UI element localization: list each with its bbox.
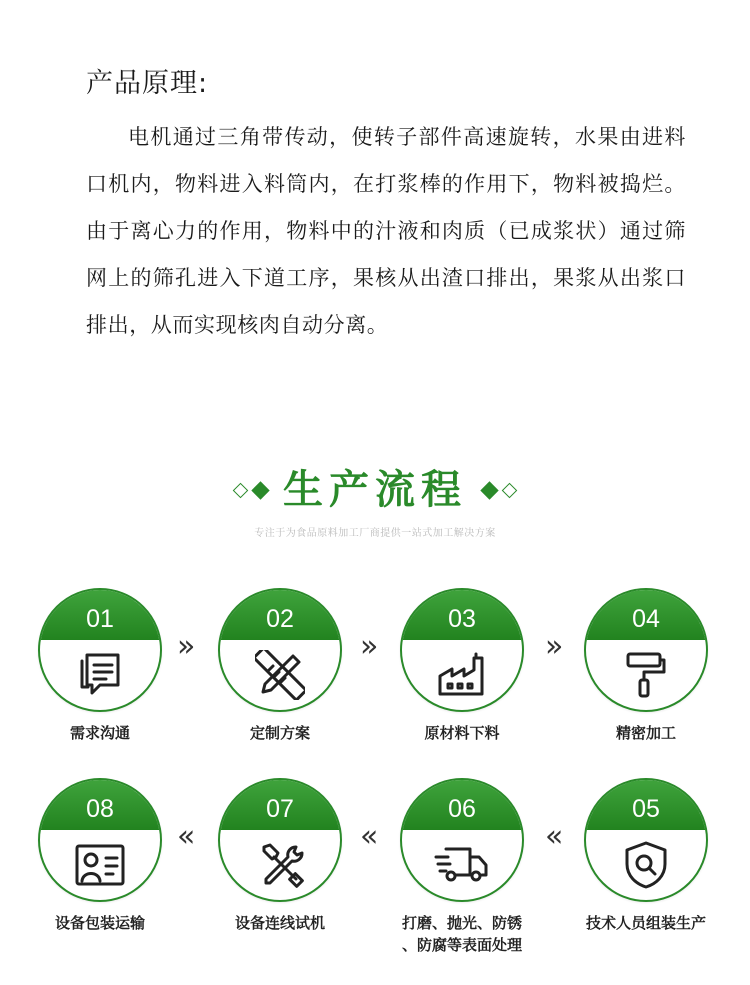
- step-label: 设备连线试机: [234, 914, 325, 932]
- step-08: [38, 778, 162, 934]
- flow-title: 生产流程: [283, 467, 467, 513]
- step-label: 需求沟通: [69, 724, 130, 742]
- step-label: 技术人员组装生产: [585, 914, 706, 932]
- step-02: [218, 588, 342, 744]
- factory-icon: [402, 644, 522, 706]
- principle-body: 电机通过三角带传动，使转子部件高速旋转，水果由进料口机内，物料进入料筒内，在打浆棒的作用下，物料被捣烂。由于离心力的作用，物料中的汁液和肉质（已成浆状）通过筛网上的筛孔进入下道工序，果核从出渣口排出，果浆从出浆口排出，从而实现核肉自动分离。: [86, 125, 686, 337]
- step-06: [400, 778, 524, 956]
- step-circle: [38, 778, 162, 902]
- step-label-line2: 、防腐等表面处理: [401, 936, 522, 954]
- step-label-line1: 打磨、抛光、防锈: [401, 914, 522, 932]
- arrow-right-icon: »: [545, 629, 564, 664]
- step-circle: [584, 588, 708, 712]
- principle-heading: 产品原理:: [86, 68, 209, 99]
- arrow-right-icon: »: [177, 629, 196, 664]
- step-number: 07: [220, 780, 340, 830]
- step-07: [218, 778, 342, 934]
- step-number: 06: [402, 780, 522, 830]
- step-label: [400, 912, 524, 956]
- step-circle: [38, 588, 162, 712]
- delivery-truck-icon: [402, 834, 522, 896]
- step-04: [584, 588, 708, 744]
- step-circle: [584, 778, 708, 902]
- step-label: 原材料下料: [424, 724, 500, 742]
- flow-title-row: [0, 462, 750, 518]
- diamond-right-icon: [479, 484, 519, 497]
- step-circle: [218, 588, 342, 712]
- step-label: 定制方案: [249, 724, 310, 742]
- flow-subtitle: 专注于为食品原料加工厂商提供一站式加工解决方案: [254, 528, 496, 539]
- step-label: 精密加工: [615, 724, 676, 742]
- paint-roller-icon: [586, 644, 706, 706]
- product-principle-section: [86, 62, 686, 349]
- pencil-ruler-icon: [220, 644, 340, 706]
- chat-document-icon: [40, 644, 160, 706]
- step-number: 03: [402, 590, 522, 640]
- id-card-icon: [40, 834, 160, 896]
- step-number: 05: [586, 780, 706, 830]
- step-label: 设备包装运输: [54, 914, 145, 932]
- diamond-left-icon: [231, 484, 271, 497]
- arrow-left-icon: «: [360, 819, 379, 854]
- arrow-left-icon: «: [177, 819, 196, 854]
- step-circle: [218, 778, 342, 902]
- step-03: [400, 588, 524, 744]
- step-01: [38, 588, 162, 744]
- step-circle: [400, 778, 524, 902]
- step-circle: [400, 588, 524, 712]
- step-number: 08: [40, 780, 160, 830]
- step-05: [584, 778, 708, 934]
- arrow-left-icon: «: [545, 819, 564, 854]
- step-number: 02: [220, 590, 340, 640]
- arrow-right-icon: »: [360, 629, 379, 664]
- wrench-screwdriver-icon: [220, 834, 340, 896]
- step-number: 01: [40, 590, 160, 640]
- step-number: 04: [586, 590, 706, 640]
- shield-search-icon: [586, 834, 706, 896]
